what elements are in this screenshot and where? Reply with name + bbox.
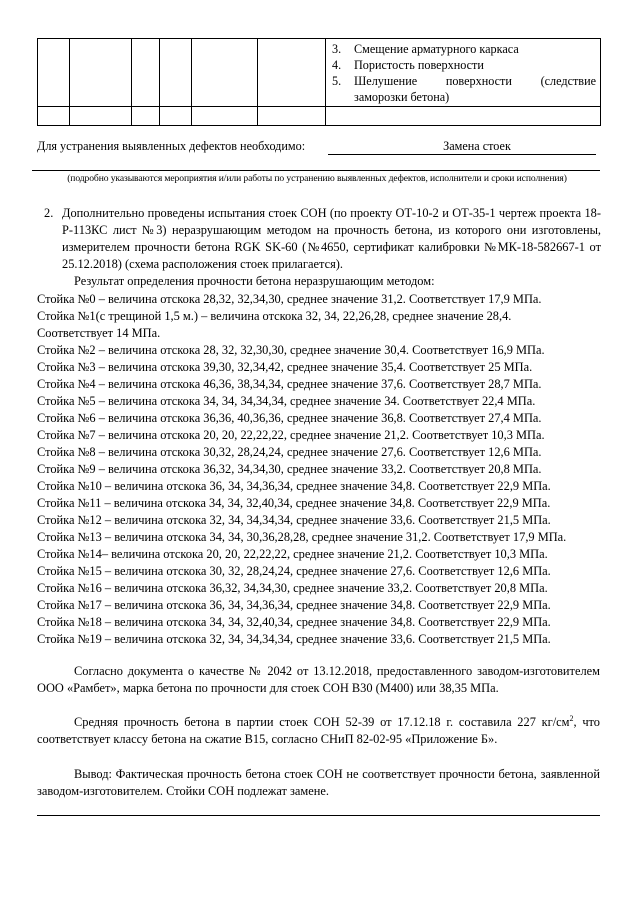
result-row: Стойка №8 – величина отскока 30,32, 28,24,24, среднее значение 27,6. Соответствует 12,6 МПа. — [37, 445, 542, 459]
result-row: Стойка №15 – величина отскока 30, 32, 28,24,24, среднее значение 27,6. Соответствует 12,6 МПа. — [37, 564, 551, 578]
fix-label: Для устранения выявленных дефектов необходимо: — [37, 139, 306, 153]
average-strength-text: Средняя прочность бетона в партии стоек СОН 52-39 от 17.12.18 г. составила 227 кг/см — [74, 715, 570, 729]
result-row: Стойка №0 – величина отскока 28,32, 32,34,30, среднее значение 31,2. Соответствует 17,9 МПа. — [37, 292, 542, 306]
result-row: Стойка №6 – величина отскока 36,36, 40,36,36, среднее значение 36,8. Соответствует 27,4 МПа. — [37, 411, 542, 425]
quality-doc-text: Согласно документа о качестве № 2042 от 13.12.2018, предоставленного заводом-изготовителем ООО «Рамбет», марка бетона по прочности для стоек СОН В30 (М400) или 38,35 МПа. — [37, 664, 600, 695]
average-strength-paragraph — [37, 714, 600, 748]
list-item-number: 4. — [332, 58, 342, 72]
result-row: Стойка №19 – величина отскока 32, 34, 34,34,34, среднее значение 33,6. Соответствует 21,5 МПа. — [37, 632, 551, 646]
result-row: Стойка №16 – величина отскока 36,32, 34,34,30, среднее значение 33,2. Соответствует 20,8 МПа. — [37, 581, 548, 595]
table-cell — [192, 39, 258, 107]
conclusion-text: Вывод: Фактическая прочность бетона стоек СОН не соответствует прочности бетона, заявленной заводом-изготовителем. Стойки СОН подлежат замене. — [37, 767, 600, 798]
result-row: Стойка №14– величина отскока 20, 20, 22,22,22, среднее значение 21,2. Соответствует 10,3 МПа. — [37, 547, 548, 561]
defects-list-cell — [326, 39, 601, 107]
result-row: Стойка №4 – величина отскока 46,36, 38,34,34, среднее значение 37,6. Соответствует 28,7 МПа. — [37, 377, 542, 391]
table-cell — [132, 39, 160, 107]
table-cell — [326, 107, 601, 126]
list-item — [332, 73, 600, 105]
table-cell — [160, 107, 192, 126]
list-item — [332, 41, 600, 57]
list-item-text: Смещение арматурного каркаса — [354, 42, 519, 56]
table-cell — [132, 107, 160, 126]
list-item — [332, 57, 600, 73]
result-row: Стойка №17 – величина отскока 36, 34, 34,36,34, среднее значение 34,8. Соответствует 22,9 МПа. — [37, 598, 551, 612]
table-cell — [160, 39, 192, 107]
fix-note: (подробно указываются мероприятия и/или работы по устранению выявленных дефектов, исполнители и сроки исполнения) — [67, 173, 567, 184]
table-cell — [258, 39, 326, 107]
list-item-text: Шелушение поверхности (следствие заморозки бетона) — [354, 74, 596, 104]
defects-list — [326, 41, 600, 105]
fix-line — [37, 139, 597, 154]
note-rule — [32, 170, 600, 171]
result-row: Стойка №10 – величина отскока 36, 34, 34,36,34, среднее значение 34,8. Соответствует 22,9 МПа. — [37, 479, 551, 493]
quality-doc-paragraph — [37, 663, 600, 697]
section-number: 2. — [44, 206, 54, 220]
section-2 — [44, 205, 601, 273]
result-row: Стойка №5 – величина отскока 34, 34, 34,34,34, среднее значение 34. Соответствует 22,4 МПа. — [37, 394, 536, 408]
list-item-number: 3. — [332, 42, 342, 56]
list-item-number: 5. — [332, 74, 342, 88]
table-cell — [70, 107, 132, 126]
results-intro: Результат определения прочности бетона неразрушающим методом: — [74, 274, 435, 288]
table-cell — [70, 39, 132, 107]
result-row: Стойка №12 – величина отскока 32, 34, 34,34,34, среднее значение 33,6. Соответствует 21,5 МПа. — [37, 513, 551, 527]
fix-value-field — [328, 139, 596, 155]
defects-table — [37, 38, 601, 126]
table-cell — [38, 107, 70, 126]
result-row: Стойка №18 – величина отскока 34, 34, 32,40,34, среднее значение 34,8. Соответствует 22,9 МПа. — [37, 615, 551, 629]
conclusion-paragraph — [37, 766, 600, 800]
result-row: Стойка №9 – величина отскока 36,32, 34,34,30, среднее значение 33,2. Соответствует 20,8 МПа. — [37, 462, 542, 476]
result-row: Соответствует 14 МПа. — [37, 326, 161, 340]
result-row: Стойка №11 – величина отскока 34, 34, 32,40,34, среднее значение 34,8. Соответствует 22,9 МПа. — [37, 496, 551, 510]
result-row: Стойка №2 – величина отскока 28, 32, 32,30,30, среднее значение 30,4. Соответствует 16,9 МПа. — [37, 343, 545, 357]
result-row: Стойка №7 – величина отскока 20, 20, 22,22,22, среднее значение 21,2. Соответствует 10,3 МПа. — [37, 428, 545, 442]
superscript: 2 — [569, 714, 574, 723]
results-list — [37, 291, 607, 648]
fix-value: Замена стоек — [443, 139, 511, 153]
result-row: Стойка №13 – величина отскока 34, 34, 30,36,28,28, среднее значение 31,2. Соответствует 17,9 МПа. — [37, 530, 567, 544]
table-cell — [258, 107, 326, 126]
table-cell — [38, 39, 70, 107]
section-2-text: Дополнительно проведены испытания стоек СОН (по проекту ОТ-10-2 и ОТ-35-1 чертеж проекта 18-Р-113КС лист №3) неразрушающим методом на прочность бетона, из которого они изготовлены, измерителем прочности бетона RGK SK-60 (№4650, сертификат калибровки №МК-18-582667-1 от 25.12.2018) (схема расположения стоек прилагается). — [62, 206, 601, 271]
list-item-text: Пористость поверхности — [354, 58, 484, 72]
table-cell — [192, 107, 258, 126]
average-strength-text-end: , что соответствует классу бетона на сжатие В15, согласно СНиП 82-02-95 «Приложение Б». — [37, 715, 600, 746]
bottom-rule — [37, 815, 600, 816]
result-row: Стойка №3 – величина отскока 39,30, 32,34,42, среднее значение 35,4. Соответствует 25 МПа. — [37, 360, 533, 374]
result-row: Стойка №1(с трещиной 1,5 м.) – величина отскока 32, 34, 22,26,28, среднее значение 28,4. — [37, 309, 512, 323]
